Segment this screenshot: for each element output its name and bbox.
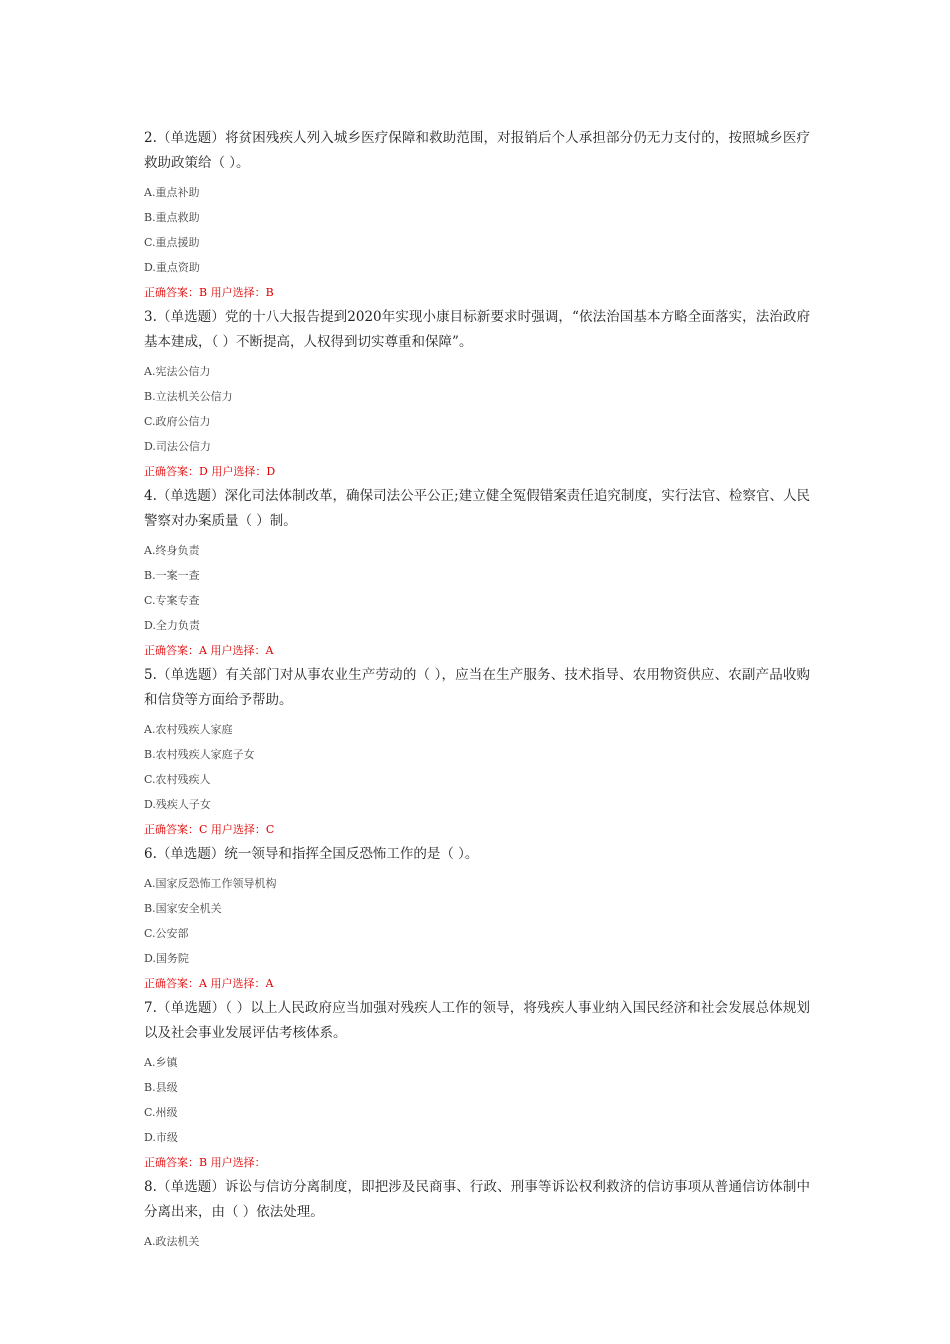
answer-option: A.农村残疾人家庭: [144, 723, 233, 736]
answer-option: C.专案专查: [144, 594, 200, 607]
correct-answer-line: 正确答案：B 用户选择：B: [144, 286, 274, 299]
question-block: [144, 126, 810, 305]
question-block: [144, 996, 810, 1175]
answer-option: C.政府公信力: [144, 415, 211, 428]
question-block: [144, 484, 810, 663]
answer-option: A.终身负责: [144, 544, 200, 557]
answer-option: A.国家反恐怖工作领导机构: [144, 877, 277, 890]
question-text: 5.（单选题）有关部门对从事农业生产劳动的（ ），应当在生产服务、技术指导、农用物资供应、农副产品收购和信贷等方面给予帮助。: [144, 667, 810, 708]
question-block: [144, 663, 810, 842]
answer-option: D.司法公信力: [144, 440, 211, 453]
question-block: [144, 842, 810, 996]
answer-option: B.立法机关公信力: [144, 390, 233, 403]
answer-option: A.重点补助: [144, 186, 200, 199]
question-block: [144, 1175, 810, 1254]
correct-answer-line: 正确答案：A 用户选择：A: [144, 977, 274, 990]
answer-option: D.残疾人子女: [144, 798, 211, 811]
answer-option: B.国家安全机关: [144, 902, 222, 915]
answer-option: C.农村残疾人: [144, 773, 211, 786]
answer-option: D.国务院: [144, 952, 189, 965]
answer-option: C.重点援助: [144, 236, 200, 249]
question-text: 2.（单选题）将贫困残疾人列入城乡医疗保障和救助范围，对报销后个人承担部分仍无力支付的，按照城乡医疗救助政策给（ ）。: [144, 130, 810, 171]
correct-answer-line: 正确答案：C 用户选择：C: [144, 823, 275, 836]
answer-option: B.县级: [144, 1081, 178, 1094]
answer-option: B.重点救助: [144, 211, 200, 224]
answer-option: A.政法机关: [144, 1235, 200, 1248]
question-text: 3.（单选题）党的十八大报告提到2020年实现小康目标新要求时强调，“依法治国基本方略全面落实，法治政府基本建成，（ ）不断提高，人权得到切实尊重和保障”。: [144, 309, 810, 350]
answer-option: C.州级: [144, 1106, 178, 1119]
correct-answer-line: 正确答案：B 用户选择：: [144, 1156, 266, 1169]
answer-option: C.公安部: [144, 927, 189, 940]
correct-answer-line: 正确答案：A 用户选择：A: [144, 644, 274, 657]
answer-option: B.农村残疾人家庭子女: [144, 748, 255, 761]
question-text: 7.（单选题）（ ）以上人民政府应当加强对残疾人工作的领导，将残疾人事业纳入国民经济和社会发展总体规划以及社会事业发展评估考核体系。: [144, 1000, 810, 1041]
question-text: 6.（单选题）统一领导和指挥全国反恐怖工作的是（ ）。: [144, 846, 479, 862]
answer-option: A.宪法公信力: [144, 365, 211, 378]
answer-option: D.重点资助: [144, 261, 200, 274]
question-text: 4.（单选题）深化司法体制改革，确保司法公平公正;建立健全冤假错案责任追究制度，实行法官、检察官、人民警察对办案质量（ ）制。: [144, 488, 810, 529]
question-text: 8.（单选题）诉讼与信访分离制度，即把涉及民商事、行政、刑事等诉讼权利救济的信访事项从普通信访体制中分离出来，由（ ）依法处理。: [144, 1179, 810, 1220]
answer-option: D.全力负责: [144, 619, 200, 632]
question-block: [144, 305, 810, 484]
correct-answer-line: 正确答案：D 用户选择：D: [144, 465, 276, 478]
question-list: [144, 126, 810, 1254]
answer-option: A.乡镇: [144, 1056, 178, 1069]
answer-option: D.市级: [144, 1131, 178, 1144]
answer-option: B.一案一查: [144, 569, 200, 582]
